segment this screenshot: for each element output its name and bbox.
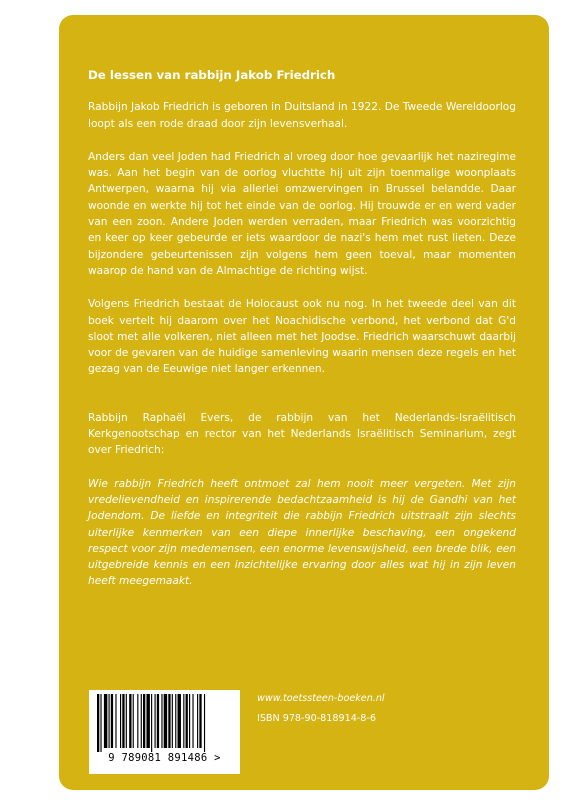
barcode-bar	[122, 694, 124, 748]
cover-text	[88, 67, 516, 607]
barcode-number: 9 789081 891486 >	[108, 752, 221, 764]
barcode-bar	[151, 694, 152, 752]
barcode-bar	[168, 694, 170, 748]
paragraph-intro: Rabbijn Jakob Friedrich is geboren in Duitsland in 1922. De Tweede Wereldoorlog loopt als een rode draad door zijn levensverhaal.	[88, 101, 516, 130]
barcode-bar	[186, 694, 188, 748]
barcode-bar	[197, 694, 198, 748]
barcode-bar	[143, 694, 145, 748]
barcode-bar	[115, 694, 116, 748]
barcode-bar	[133, 694, 134, 748]
barcode-bar	[97, 694, 99, 752]
barcode-bar	[183, 694, 184, 748]
barcode-bar	[155, 694, 156, 748]
isbn-barcode	[89, 690, 240, 774]
barcode-bar	[129, 694, 131, 748]
barcode-bar	[120, 694, 121, 748]
barcode-bar	[109, 694, 110, 748]
barcode-bar	[172, 694, 173, 748]
barcode-bar	[199, 694, 201, 748]
barcode-bar	[175, 694, 176, 748]
barcode-bar	[204, 694, 205, 752]
publisher-url: www.toetssteen-boeken.nl	[257, 693, 385, 704]
barcode-bar	[137, 694, 138, 748]
paragraph-holocaust: Volgens Friedrich bestaat de Holocaust ook nu nog. In het tweede deel van dit boek vertelt hij daarom over het Noachidische verbond, het verbond dat G'd sloot met alle volkeren, niet alleen met het Joodse. Friedrich waarschuwt daarbij voor de gevaren van de huidige samenleving waarin mensen deze regels en het gezag van de Eeuwige niet langer erkennen.	[88, 298, 516, 376]
barcode-bar	[189, 694, 190, 748]
barcode-bar	[192, 694, 193, 748]
isbn-text: ISBN 978-90-818914-8-6	[257, 713, 376, 724]
barcode-bar	[141, 694, 142, 748]
endorsement-intro: Rabbijn Raphaël Evers, de rabbijn van het Nederlands-Israëlitisch Kerkgenootschap en rector van het Nederlands Israëlitisch Seminarium, zegt over Friedrich:	[88, 411, 516, 457]
barcode-bar	[100, 694, 101, 752]
barcode-bar	[178, 694, 181, 748]
endorsement-quote: Wie rabbijn Friedrich heeft ontmoet zal hem nooit meer vergeten. Met zijn vredelievendheid en inspirerende bedachtzaamheid is hij de Gandhi van het Jodendom. De liefde en integriteit die rabbijn Friedrich uitstraalt zijn slechts uiterlijke kenmerken van een diepe innerlijke beschaving, een ongekend respect voor zijn medemensen, een enorme levenswijsheid, een brede blik, een uitgebreide kennis en een inzichtelijke ervaring door alles wat hij in zijn leven heeft meegemaakt.	[88, 477, 516, 588]
barcode-bar	[164, 694, 167, 748]
barcode-bar	[126, 694, 127, 748]
barcode-bar	[146, 694, 149, 748]
barcode-bars	[89, 690, 240, 752]
barcode-bar	[161, 694, 162, 748]
barcode-bar	[111, 694, 113, 748]
barcode-bar	[157, 694, 159, 748]
paragraph-war: Anders dan veel Joden had Friedrich al vroeg door hoe gevaarlijk het naziregime was. Aan het begin van de oorlog vluchtte hij uit zijn toenmalige woonplaats Antwerpen, waarna hij via allerlei omzwervingen in Brussel belandde. Daar woonde en werkte hij tot het einde van de oorlog. Hij trouwde er en werd vader van een zoon. Andere Joden werden verraden, maar Friedrich was voorzichtig en keer op keer gebeurde er iets waardoor de nazi's hem met rust lieten. Deze bijzondere gebeurtenissen zijn volgens hem geen toeval, maar momenten waarop de hand van de Almachtige de richting wijst.	[88, 150, 516, 277]
book-title: De lessen van rabbijn Jakob Friedrich	[88, 68, 336, 82]
barcode-bar	[104, 694, 107, 748]
publisher-info	[257, 689, 385, 729]
